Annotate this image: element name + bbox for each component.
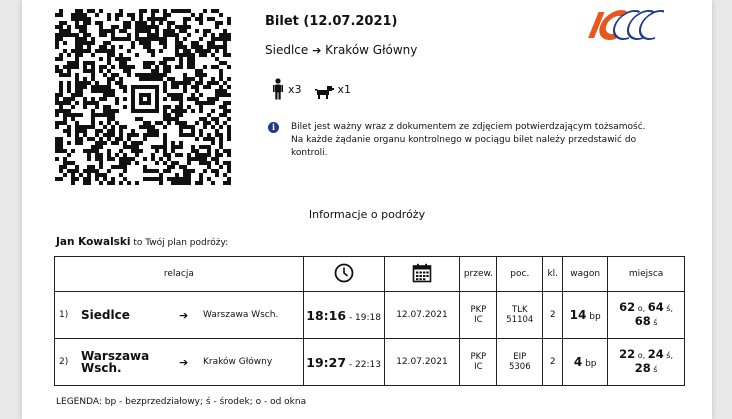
seats-cell: 62 o, 64 ś, 68 ś (608, 292, 685, 339)
seat-number: 24 (647, 347, 664, 361)
train-cell (497, 292, 543, 339)
time-cell (303, 339, 384, 386)
header-seats: miejsca (608, 257, 685, 292)
train-line1: EIP (513, 352, 527, 362)
passenger-name: Jan Kowalski (56, 236, 131, 248)
seat-code: ś (650, 365, 658, 374)
adult-count: x3 (288, 82, 302, 96)
header-train: poc. (497, 257, 543, 292)
wagon-number: 14 (569, 308, 587, 322)
segment-to: Warszawa Wsch. (203, 310, 279, 320)
notice-text: Bilet jest ważny wraz z dokumentem ze zdjęciem potwierdzającym tożsamość. Na każde żądanie organu kontrolnego w pociągu bilet należy przedstawić do kontroli. (291, 122, 646, 158)
time-cell (303, 292, 384, 339)
carrier-line1: PKP (470, 352, 487, 362)
wagon-unit: bp (582, 359, 597, 369)
train-line1: TLK (512, 305, 528, 315)
ticket-title: Bilet (12.07.2021) (265, 14, 398, 29)
header-relation: relacja (55, 257, 304, 292)
seat-code: o (635, 304, 643, 313)
seat-number: 22 (619, 347, 636, 361)
passenger-counts (272, 78, 363, 100)
wagon-unit: bp (586, 312, 601, 322)
date-cell: 12.07.2021 (384, 339, 460, 386)
seat-code: o (635, 351, 643, 360)
arrival-time: - 22:13 (346, 359, 381, 370)
arrow-right-icon: ➔ (312, 44, 322, 57)
wagon-cell (563, 292, 608, 339)
qr-code (55, 8, 231, 186)
seat-number: 28 (634, 361, 651, 375)
segment-number: 1) (59, 310, 69, 320)
journey-table (54, 256, 685, 386)
wagon-cell (563, 339, 608, 386)
ticket-sheet (22, 0, 712, 419)
header-class: kl. (543, 257, 563, 292)
table-row (55, 339, 685, 386)
train-cell (497, 339, 543, 386)
class-cell: 2 (543, 339, 563, 386)
ticket-route (265, 43, 417, 57)
dog-count: x1 (337, 82, 352, 96)
class-cell: 2 (543, 292, 563, 339)
departure-time: 18:16 (306, 307, 347, 323)
route-from: Siedlce (265, 43, 309, 57)
seat-code: ś (663, 351, 671, 360)
clock-icon (334, 263, 354, 283)
relation-cell (55, 292, 304, 339)
calendar-icon (412, 263, 432, 283)
carrier-line1: PKP (470, 305, 487, 315)
ticket-header (265, 14, 417, 57)
departure-time: 19:27 (306, 354, 347, 370)
ticket-notice (268, 121, 658, 160)
arrow-right-icon: ➔ (179, 308, 189, 322)
seat-number: 68 (634, 314, 651, 328)
arrival-time: - 19:18 (346, 312, 381, 323)
dog-icon (314, 84, 334, 100)
legend: LEGENDA: bp - bezprzedziałowy; ś - środek; o - od okna (56, 397, 307, 407)
passenger-line (56, 236, 228, 248)
route-to: Kraków Główny (325, 43, 418, 57)
seats-cell: 22 o, 24 ś, 28 ś (608, 339, 685, 386)
date-cell: 12.07.2021 (384, 292, 460, 339)
segment-to: Kraków Główny (203, 357, 273, 367)
seat-code: ś (650, 318, 658, 327)
header-time (303, 257, 384, 292)
passenger-suffix: to Twój plan podróży: (130, 238, 229, 248)
carrier-cell (460, 292, 497, 339)
carrier-line2: IC (474, 362, 483, 372)
header-date (384, 257, 460, 292)
journey-section-title: Informacje o podróży (308, 208, 426, 221)
segment-from: Warszawa Wsch. (81, 349, 150, 375)
segment-from: Siedlce (81, 308, 130, 322)
segment-number: 2) (59, 357, 69, 367)
carrier-cell (460, 339, 497, 386)
seat-code: ś (663, 304, 671, 313)
seat-number: 64 (647, 300, 664, 314)
header-wagon: wagon (563, 257, 608, 292)
seat-number: 62 (619, 300, 636, 314)
carrier-line2: IC (474, 315, 483, 325)
table-row (55, 292, 685, 339)
table-header-row (55, 257, 685, 292)
header-carrier: przew. (460, 257, 497, 292)
person-icon (272, 78, 284, 100)
train-line2: 51104 (506, 315, 534, 325)
train-line2: 5306 (508, 362, 531, 372)
wagon-number: 4 (573, 355, 583, 369)
intercity-logo (584, 6, 664, 44)
relation-cell (55, 339, 304, 386)
info-icon: i (268, 122, 279, 133)
arrow-right-icon: ➔ (179, 355, 189, 369)
